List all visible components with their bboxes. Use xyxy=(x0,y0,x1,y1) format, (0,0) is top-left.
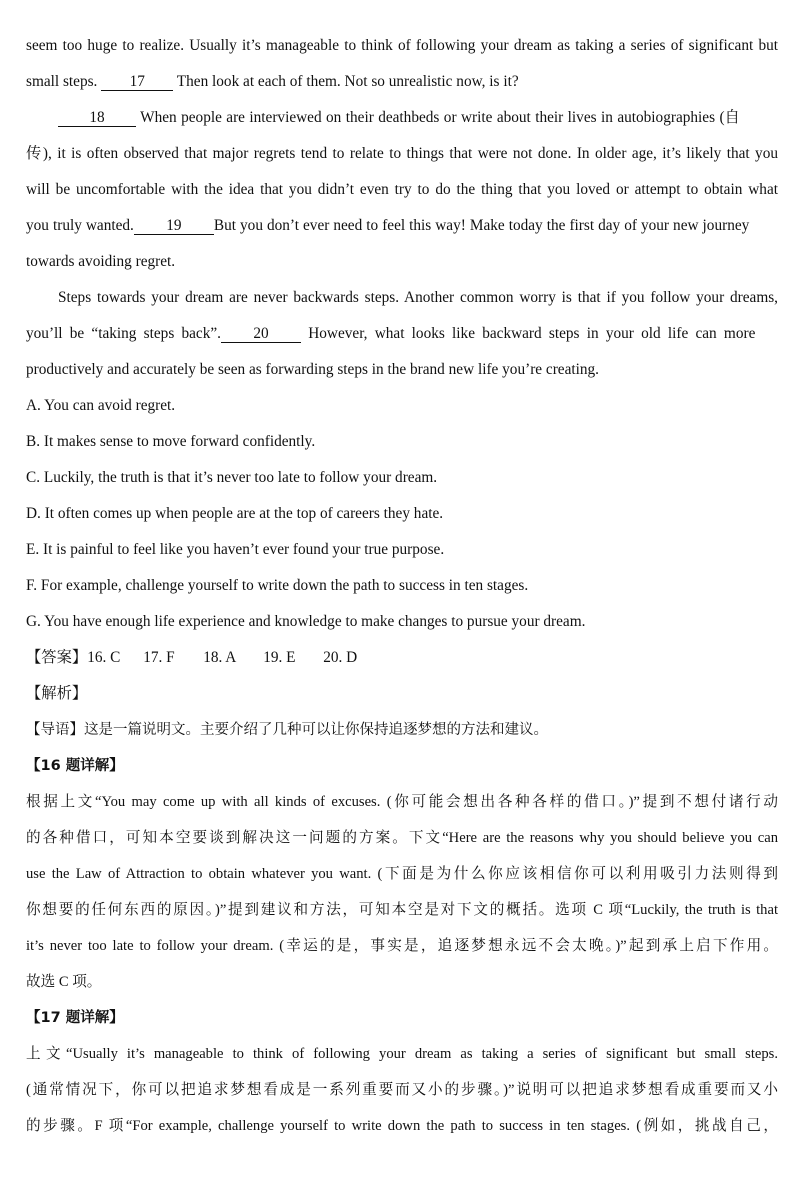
answer-item: 17. F xyxy=(143,649,175,666)
intro-line: 【导语】这是一篇说明文。主要介绍了几种可以让你保持追逐梦想的方法和建议。 xyxy=(26,722,548,738)
answer-line xyxy=(26,648,778,668)
answer-item: 20. D xyxy=(323,649,358,666)
option-g: G. You have enough life experience and knowledge to make changes to pursue your dream. xyxy=(26,613,586,630)
q16-line-2: 的各种借口，可知本空要谈到解决这一问题的方案。下文“Here are the reasons why you should believe you can xyxy=(26,830,778,846)
q16-line-4: 你想要的任何东西的原因。)”提到建议和方法，可知本空是对下文的概括。选项 C 项“Luckily, the truth is that xyxy=(26,902,778,918)
passage-line-4: 传), it is often observed that major regrets tend to relate to things that were not done. In older age, it’s likely that you xyxy=(26,145,778,162)
passage-line-10: productively and accurately be seen as forwarding steps in the brand new life you’re creating. xyxy=(26,361,599,378)
q17-line-3: 的步骤。F 项“For example, challenge yourself to write down the path to success in ten stages. (例如，挑战自己， xyxy=(26,1118,778,1134)
q16-heading: 【16 题详解】 xyxy=(26,758,124,774)
passage-line-3 xyxy=(58,108,778,128)
passage-line-1: seem too huge to realize. Usually it’s manageable to think of following your dream as taking a series of significant but xyxy=(26,37,778,54)
option-d: D. It often comes up when people are at the top of careers they hate. xyxy=(26,505,444,522)
blank-17: 17 xyxy=(101,73,173,91)
blank-18: 18 xyxy=(58,109,136,127)
q16-line-1: 根据上文“You may come up with all kinds of excuses. (你可能会想出各种各样的借口。)”提到不想付诸行动 xyxy=(26,794,778,810)
q17-line-1: 上文“Usually it’s manageable to think of following your dream as taking a series of significant but small steps. xyxy=(26,1046,778,1062)
answer-item: 19. E xyxy=(263,649,296,666)
passage-text: But you don’t ever need to feel this way! Make today the first day of your new journey xyxy=(213,217,750,234)
passage-line-5: will be uncomfortable with the idea that you didn’t even try to do the thing that you loved or attempt to obtain what xyxy=(26,181,778,198)
q16-line-5: it’s never too late to follow your dream. (幸运的是，事实是，追逐梦想永远不会太晚。)”起到承上启下作用。 xyxy=(26,938,778,954)
option-b: B. It makes sense to move forward confidently. xyxy=(26,433,316,450)
passage-line-7: towards avoiding regret. xyxy=(26,253,176,270)
answer-label: 【答案】 xyxy=(26,649,88,666)
passage-text: However, what looks like backward steps in your old life can more xyxy=(308,325,756,342)
passage-text: Then look at each of them. Not so unrealistic now, is it? xyxy=(176,73,519,90)
passage-text: you truly wanted. xyxy=(26,217,134,234)
q16-line-6: 故选 C 项。 xyxy=(26,974,102,990)
passage-line-2 xyxy=(26,72,778,92)
option-c: C. Luckily, the truth is that it’s never too late to follow your dream. xyxy=(26,469,438,486)
blank-20: 20 xyxy=(221,325,301,343)
answer-item: 18. A xyxy=(203,649,237,666)
option-a: A. You can avoid regret. xyxy=(26,397,176,414)
passage-line-6 xyxy=(26,216,778,236)
passage-text: you’ll be “taking steps back”. xyxy=(26,325,221,342)
passage-line-9 xyxy=(26,324,778,344)
passage-text: When people are interviewed on their deathbeds or write about their lives in autobiographies (自 xyxy=(140,109,740,126)
q17-heading: 【17 题详解】 xyxy=(26,1010,124,1026)
option-f: F. For example, challenge yourself to write down the path to success in ten stages. xyxy=(26,577,529,594)
blank-19: 19 xyxy=(134,217,214,235)
passage-line-8: Steps towards your dream are never backwards steps. Another common worry is that if you follow your dreams, xyxy=(58,289,778,306)
q16-line-3: use the Law of Attraction to obtain whatever you want. (下面是为什么你应该相信你可以利用吸引力法则得到 xyxy=(26,866,778,882)
answer-item: 16. C xyxy=(87,649,121,666)
q17-line-2: (通常情况下，你可以把追求梦想看成是一系列重要而又小的步骤。)”说明可以把追求梦想看成重要而又小 xyxy=(26,1082,778,1098)
analysis-label: 【解析】 xyxy=(26,685,88,702)
option-e: E. It is painful to feel like you haven’t ever found your true purpose. xyxy=(26,541,445,558)
passage-text: small steps. xyxy=(26,73,98,90)
